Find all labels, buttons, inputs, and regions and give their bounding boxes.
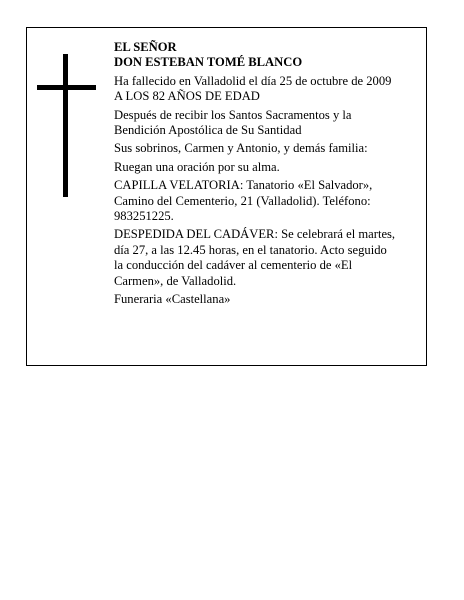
deceased-name: DON ESTEBAN TOMÉ BLANCO [114, 55, 303, 70]
obituary-text [114, 40, 424, 308]
funeral-home: Funeraria «Castellana» [114, 292, 231, 307]
farewell-line-2: día 27, a las 12.45 horas, en el tanatorio. Acto seguido [114, 242, 387, 257]
sacraments-line-1: Después de recibir los Santos Sacramentos y la [114, 107, 352, 122]
death-statement: Ha fallecido en Valladolid el día 25 de octubre de 2009 [114, 73, 392, 88]
age-statement: A LOS 82 AÑOS DE EDAD [114, 89, 260, 104]
cross-vertical-bar [63, 54, 68, 197]
farewell-line-4: Carmen», de Valladolid. [114, 273, 237, 288]
chapel-line-2: Camino del Cementerio, 21 (Valladolid). Teléfono: [114, 193, 371, 208]
farewell-line-1: DESPEDIDA DEL CADÁVER: Se celebrará el martes, [114, 227, 396, 242]
chapel-line-3: 983251225. [114, 209, 174, 224]
chapel-line-1: CAPILLA VELATORIA: Tanatorio «El Salvador», [114, 178, 373, 193]
cross-horizontal-bar [37, 85, 96, 90]
family-statement: Sus sobrinos, Carmen y Antonio, y demás familia: [114, 141, 368, 156]
notice-heading: EL SEÑOR [114, 40, 177, 54]
sacraments-line-2: Bendición Apostólica de Su Santidad [114, 123, 302, 138]
prayer-request: Ruegan una oración por su alma. [114, 159, 280, 174]
cross-icon [37, 54, 97, 197]
farewell-line-3: la conducción del cadáver al cementerio de «El [114, 258, 353, 273]
